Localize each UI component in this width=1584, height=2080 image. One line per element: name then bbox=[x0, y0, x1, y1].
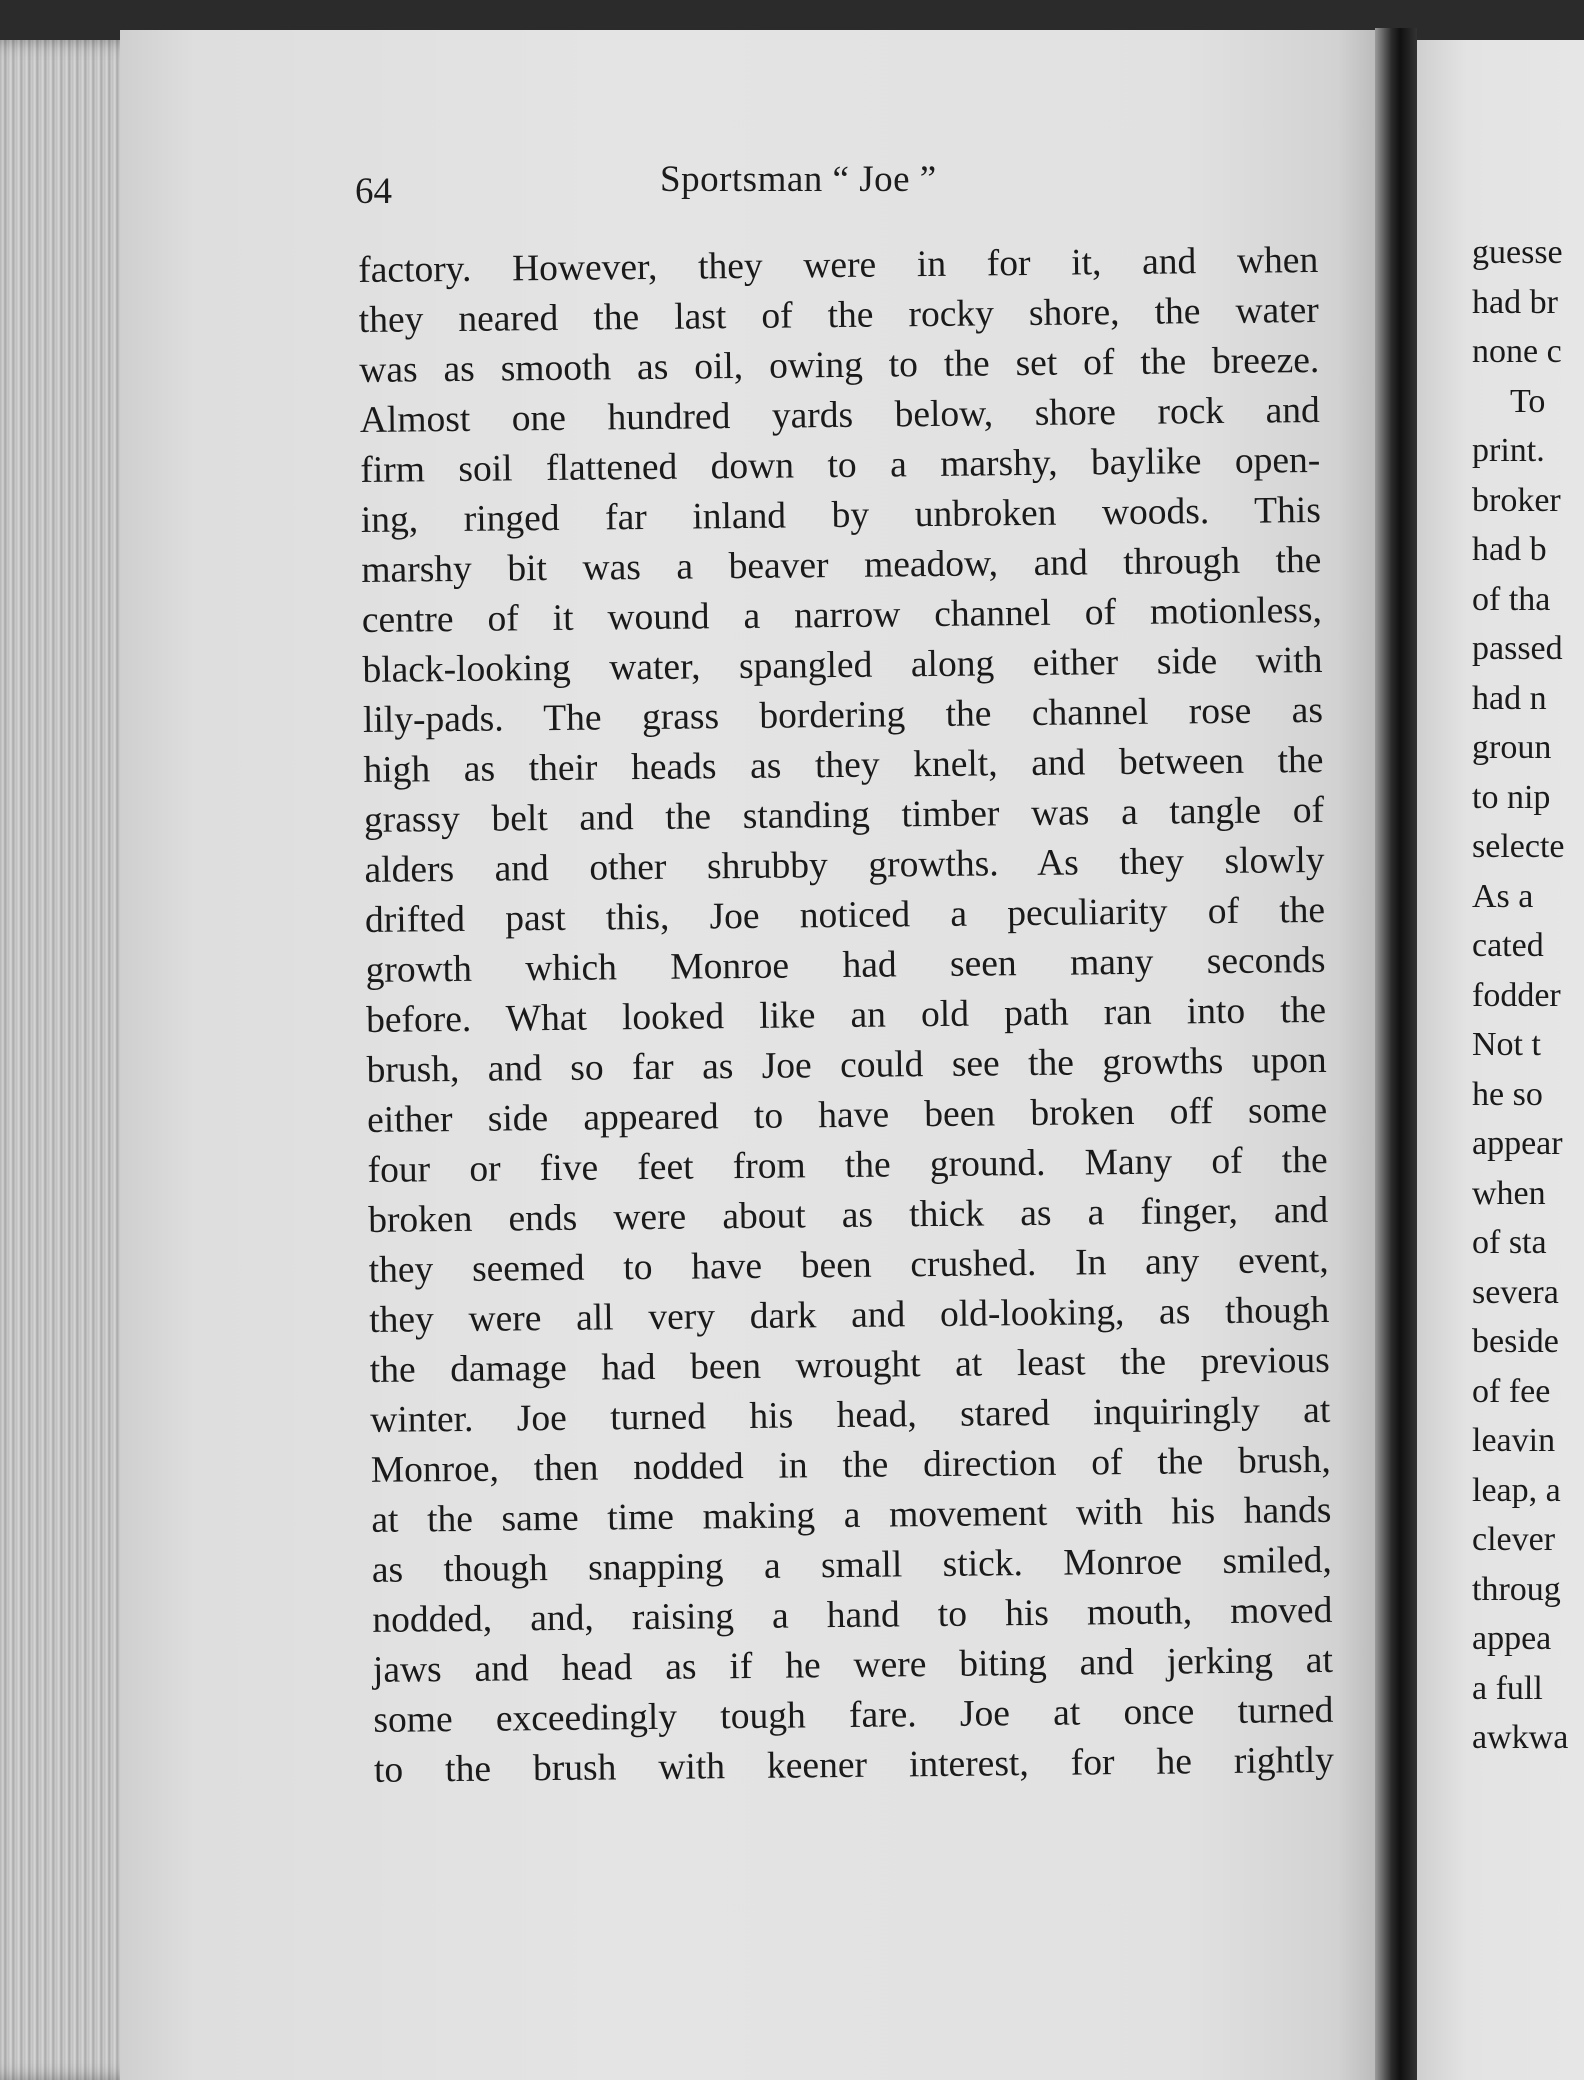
text-line: lily-pads. The grass bordering the channel rose as bbox=[362, 689, 1324, 741]
text-line: marshy bit was a beaver meadow, and through the bbox=[361, 539, 1322, 591]
text-line: a full bbox=[1472, 1669, 1543, 1707]
text-line: either side appeared to have been broken off some bbox=[366, 1089, 1328, 1141]
text-line: the damage had been wrought at least the previous bbox=[369, 1339, 1330, 1391]
right-page-body-text bbox=[1472, 228, 1584, 1763]
left-page-body-text bbox=[358, 236, 1334, 1796]
text-line: to nip bbox=[1472, 778, 1551, 816]
text-line: Monroe, then nodded in the direction of the brush, bbox=[370, 1439, 1331, 1491]
text-line: none c bbox=[1472, 333, 1562, 370]
text-line: selecte bbox=[1472, 828, 1565, 865]
text-line: leavin bbox=[1472, 1422, 1556, 1459]
text-line: firm soil flattened down to a marshy, baylike open- bbox=[360, 439, 1321, 491]
text-line: As a bbox=[1472, 877, 1534, 915]
text-line: broker bbox=[1472, 481, 1561, 519]
text-line: clever bbox=[1472, 1521, 1556, 1558]
text-line: beside bbox=[1472, 1323, 1559, 1360]
text-line: had n bbox=[1472, 679, 1547, 717]
text-line: appear bbox=[1472, 1125, 1563, 1162]
text-line: he so bbox=[1472, 1075, 1543, 1113]
text-line: at the same time making a movement with his hands bbox=[371, 1489, 1332, 1541]
text-line: centre of it wound a narrow channel of motionless, bbox=[361, 589, 1323, 641]
text-line: they seemed to have been crushed. In any event, bbox=[368, 1239, 1329, 1291]
text-line: high as their heads as they knelt, and between the bbox=[363, 739, 1324, 791]
text-line: severa bbox=[1472, 1273, 1559, 1311]
text-line: brush, and so far as Joe could see the growths upon bbox=[366, 1039, 1327, 1091]
text-line: they were all very dark and old-looking, as though bbox=[369, 1289, 1330, 1341]
text-line: broken ends were about as thick as a finger, and bbox=[367, 1189, 1329, 1241]
text-line: had br bbox=[1472, 283, 1558, 321]
running-title: Sportsman “ Joe ” bbox=[660, 159, 937, 200]
text-line: they neared the last of the rocky shore, the water bbox=[358, 289, 1319, 341]
text-line: throug bbox=[1472, 1570, 1561, 1608]
text-line: factory. However, they were in for it, and when bbox=[358, 239, 1319, 291]
text-line: print. bbox=[1472, 432, 1545, 469]
text-line: groun bbox=[1472, 729, 1552, 766]
text-line: cated bbox=[1472, 927, 1544, 964]
text-line: fodder bbox=[1472, 976, 1561, 1014]
text-line: of sta bbox=[1472, 1224, 1547, 1261]
text-line: jaws and head as if he were biting and jerking at bbox=[372, 1639, 1334, 1691]
text-line: black-looking water, spangled along either side with bbox=[362, 639, 1323, 691]
text-line: nodded, and, raising a hand to his mouth, moved bbox=[372, 1589, 1333, 1641]
page-number: 64 bbox=[355, 171, 392, 212]
text-line: awkwa bbox=[1472, 1719, 1569, 1756]
text-line: ing, ringed far inland by unbroken woods. This bbox=[360, 489, 1322, 541]
text-line: when bbox=[1472, 1174, 1546, 1212]
text-line: Almost one hundred yards below, shore rock and bbox=[359, 389, 1320, 441]
text-line: appea bbox=[1472, 1620, 1552, 1657]
text-line: drifted past this, Joe noticed a peculiarity of the bbox=[364, 889, 1326, 941]
text-line: of tha bbox=[1472, 580, 1551, 618]
text-line: to the brush with keener interest, for he rightly bbox=[373, 1739, 1335, 1791]
text-line: had b bbox=[1472, 531, 1547, 568]
text-line: some exceedingly tough fare. Joe at once turned bbox=[373, 1689, 1334, 1741]
text-line: before. What looked like an old path ran into the bbox=[365, 989, 1327, 1041]
text-line: alders and other shrubby growths. As they slowly bbox=[364, 839, 1325, 891]
text-line: guesse bbox=[1472, 234, 1563, 271]
text-line: Not t bbox=[1472, 1026, 1541, 1063]
text-line: winter. Joe turned his head, stared inquiringly at bbox=[370, 1389, 1331, 1441]
text-line: of fee bbox=[1472, 1372, 1551, 1410]
text-line: leap, a bbox=[1472, 1471, 1561, 1509]
text-line: To bbox=[1510, 382, 1546, 420]
text-line: growth which Monroe had seen many seconds bbox=[365, 939, 1326, 991]
text-line: four or five feet from the ground. Many of the bbox=[367, 1139, 1328, 1191]
text-line: grassy belt and the standing timber was a tangle of bbox=[363, 789, 1325, 841]
text-line: was as smooth as oil, owing to the set of the breeze. bbox=[359, 339, 1320, 391]
book-gutter bbox=[1375, 28, 1417, 2080]
running-head bbox=[355, 158, 1295, 218]
text-line: as though snapping a small stick. Monroe smiled, bbox=[371, 1539, 1333, 1591]
text-line: passed bbox=[1472, 630, 1563, 667]
